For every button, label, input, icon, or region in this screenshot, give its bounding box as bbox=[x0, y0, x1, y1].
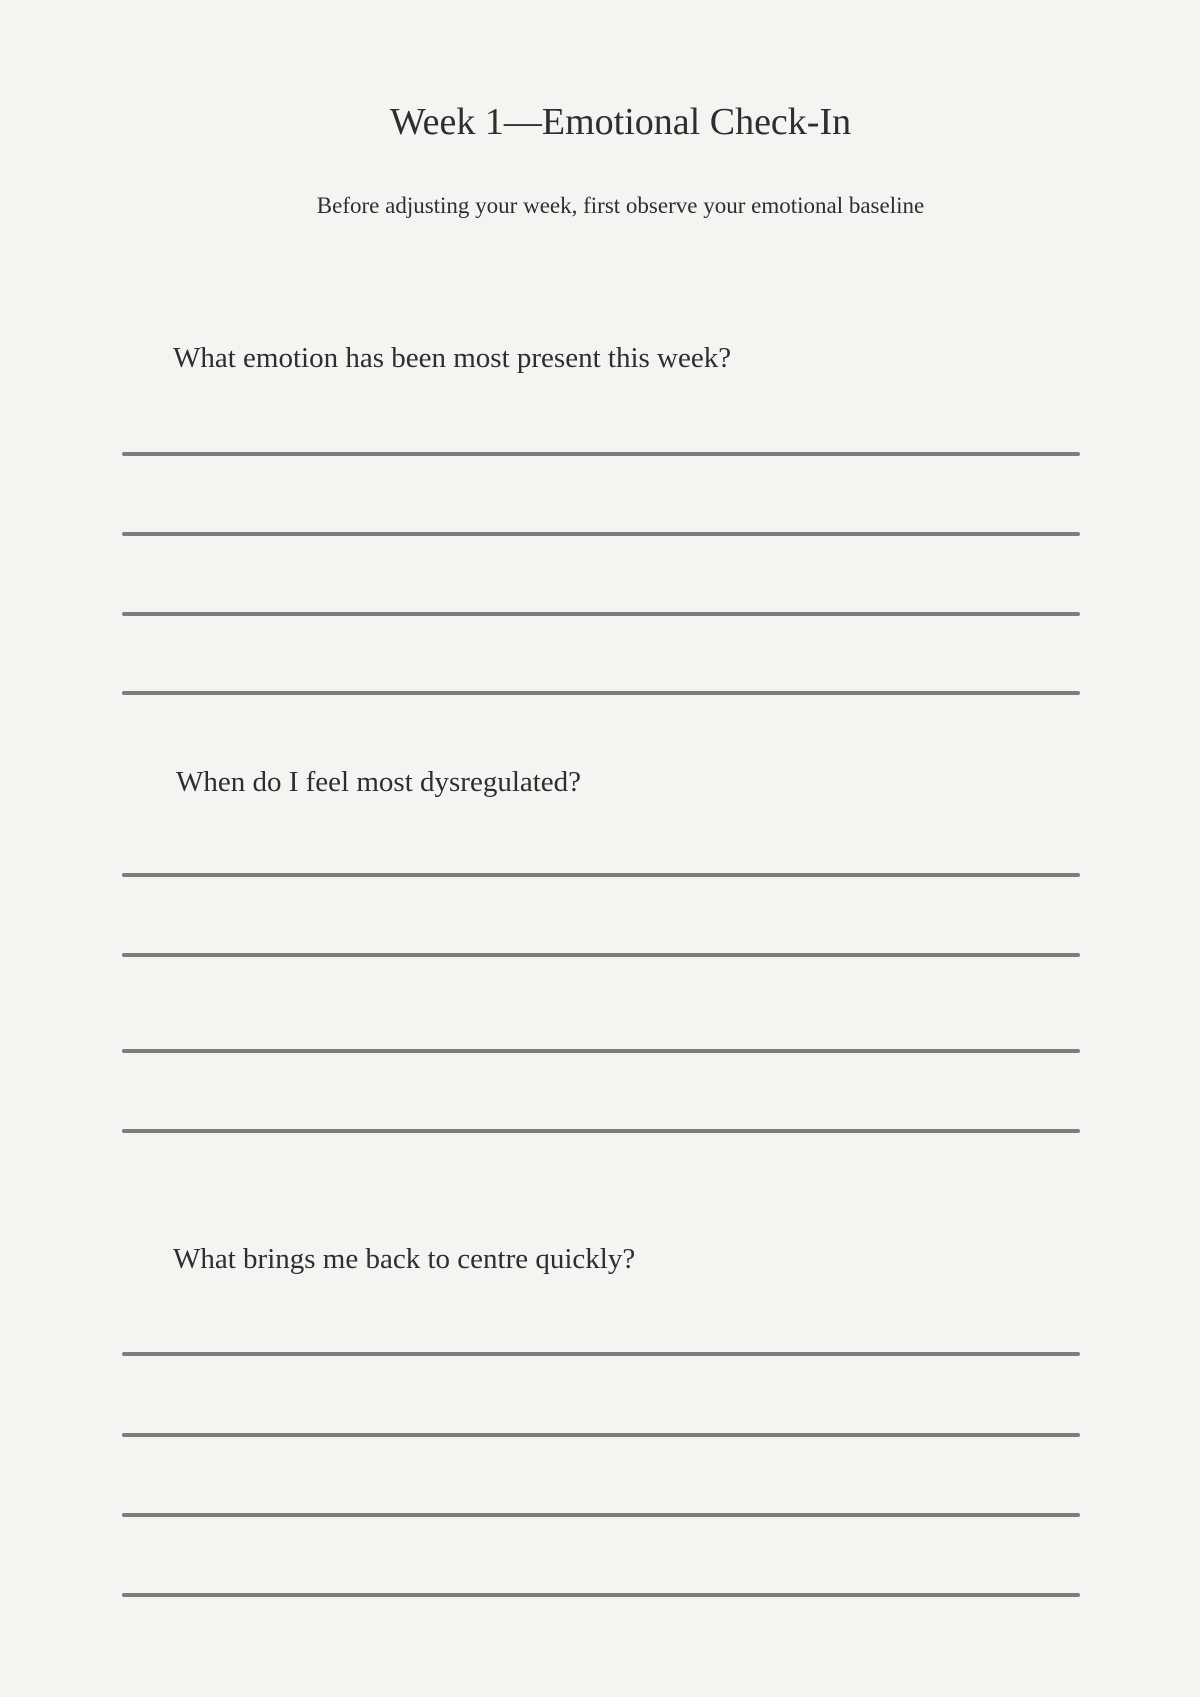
answer-line[interactable] bbox=[122, 691, 1080, 695]
answer-line[interactable] bbox=[122, 1352, 1080, 1356]
question-2: When do I feel most dysregulated? bbox=[176, 766, 582, 798]
answer-line[interactable] bbox=[122, 612, 1080, 616]
answer-line[interactable] bbox=[122, 953, 1080, 957]
answer-line[interactable] bbox=[122, 1433, 1080, 1437]
question-3: What brings me back to centre quickly? bbox=[173, 1243, 636, 1275]
answer-line[interactable] bbox=[122, 452, 1080, 456]
answer-line[interactable] bbox=[122, 532, 1080, 536]
answer-line[interactable] bbox=[122, 1513, 1080, 1517]
answer-line[interactable] bbox=[122, 873, 1080, 877]
answer-line[interactable] bbox=[122, 1049, 1080, 1053]
answer-line[interactable] bbox=[122, 1593, 1080, 1597]
question-1: What emotion has been most present this week? bbox=[173, 342, 732, 374]
answer-line[interactable] bbox=[122, 1129, 1080, 1133]
page-title: Week 1—Emotional Check-In bbox=[389, 101, 852, 143]
page-subtitle: Before adjusting your week, first observe your emotional baseline bbox=[316, 193, 925, 218]
